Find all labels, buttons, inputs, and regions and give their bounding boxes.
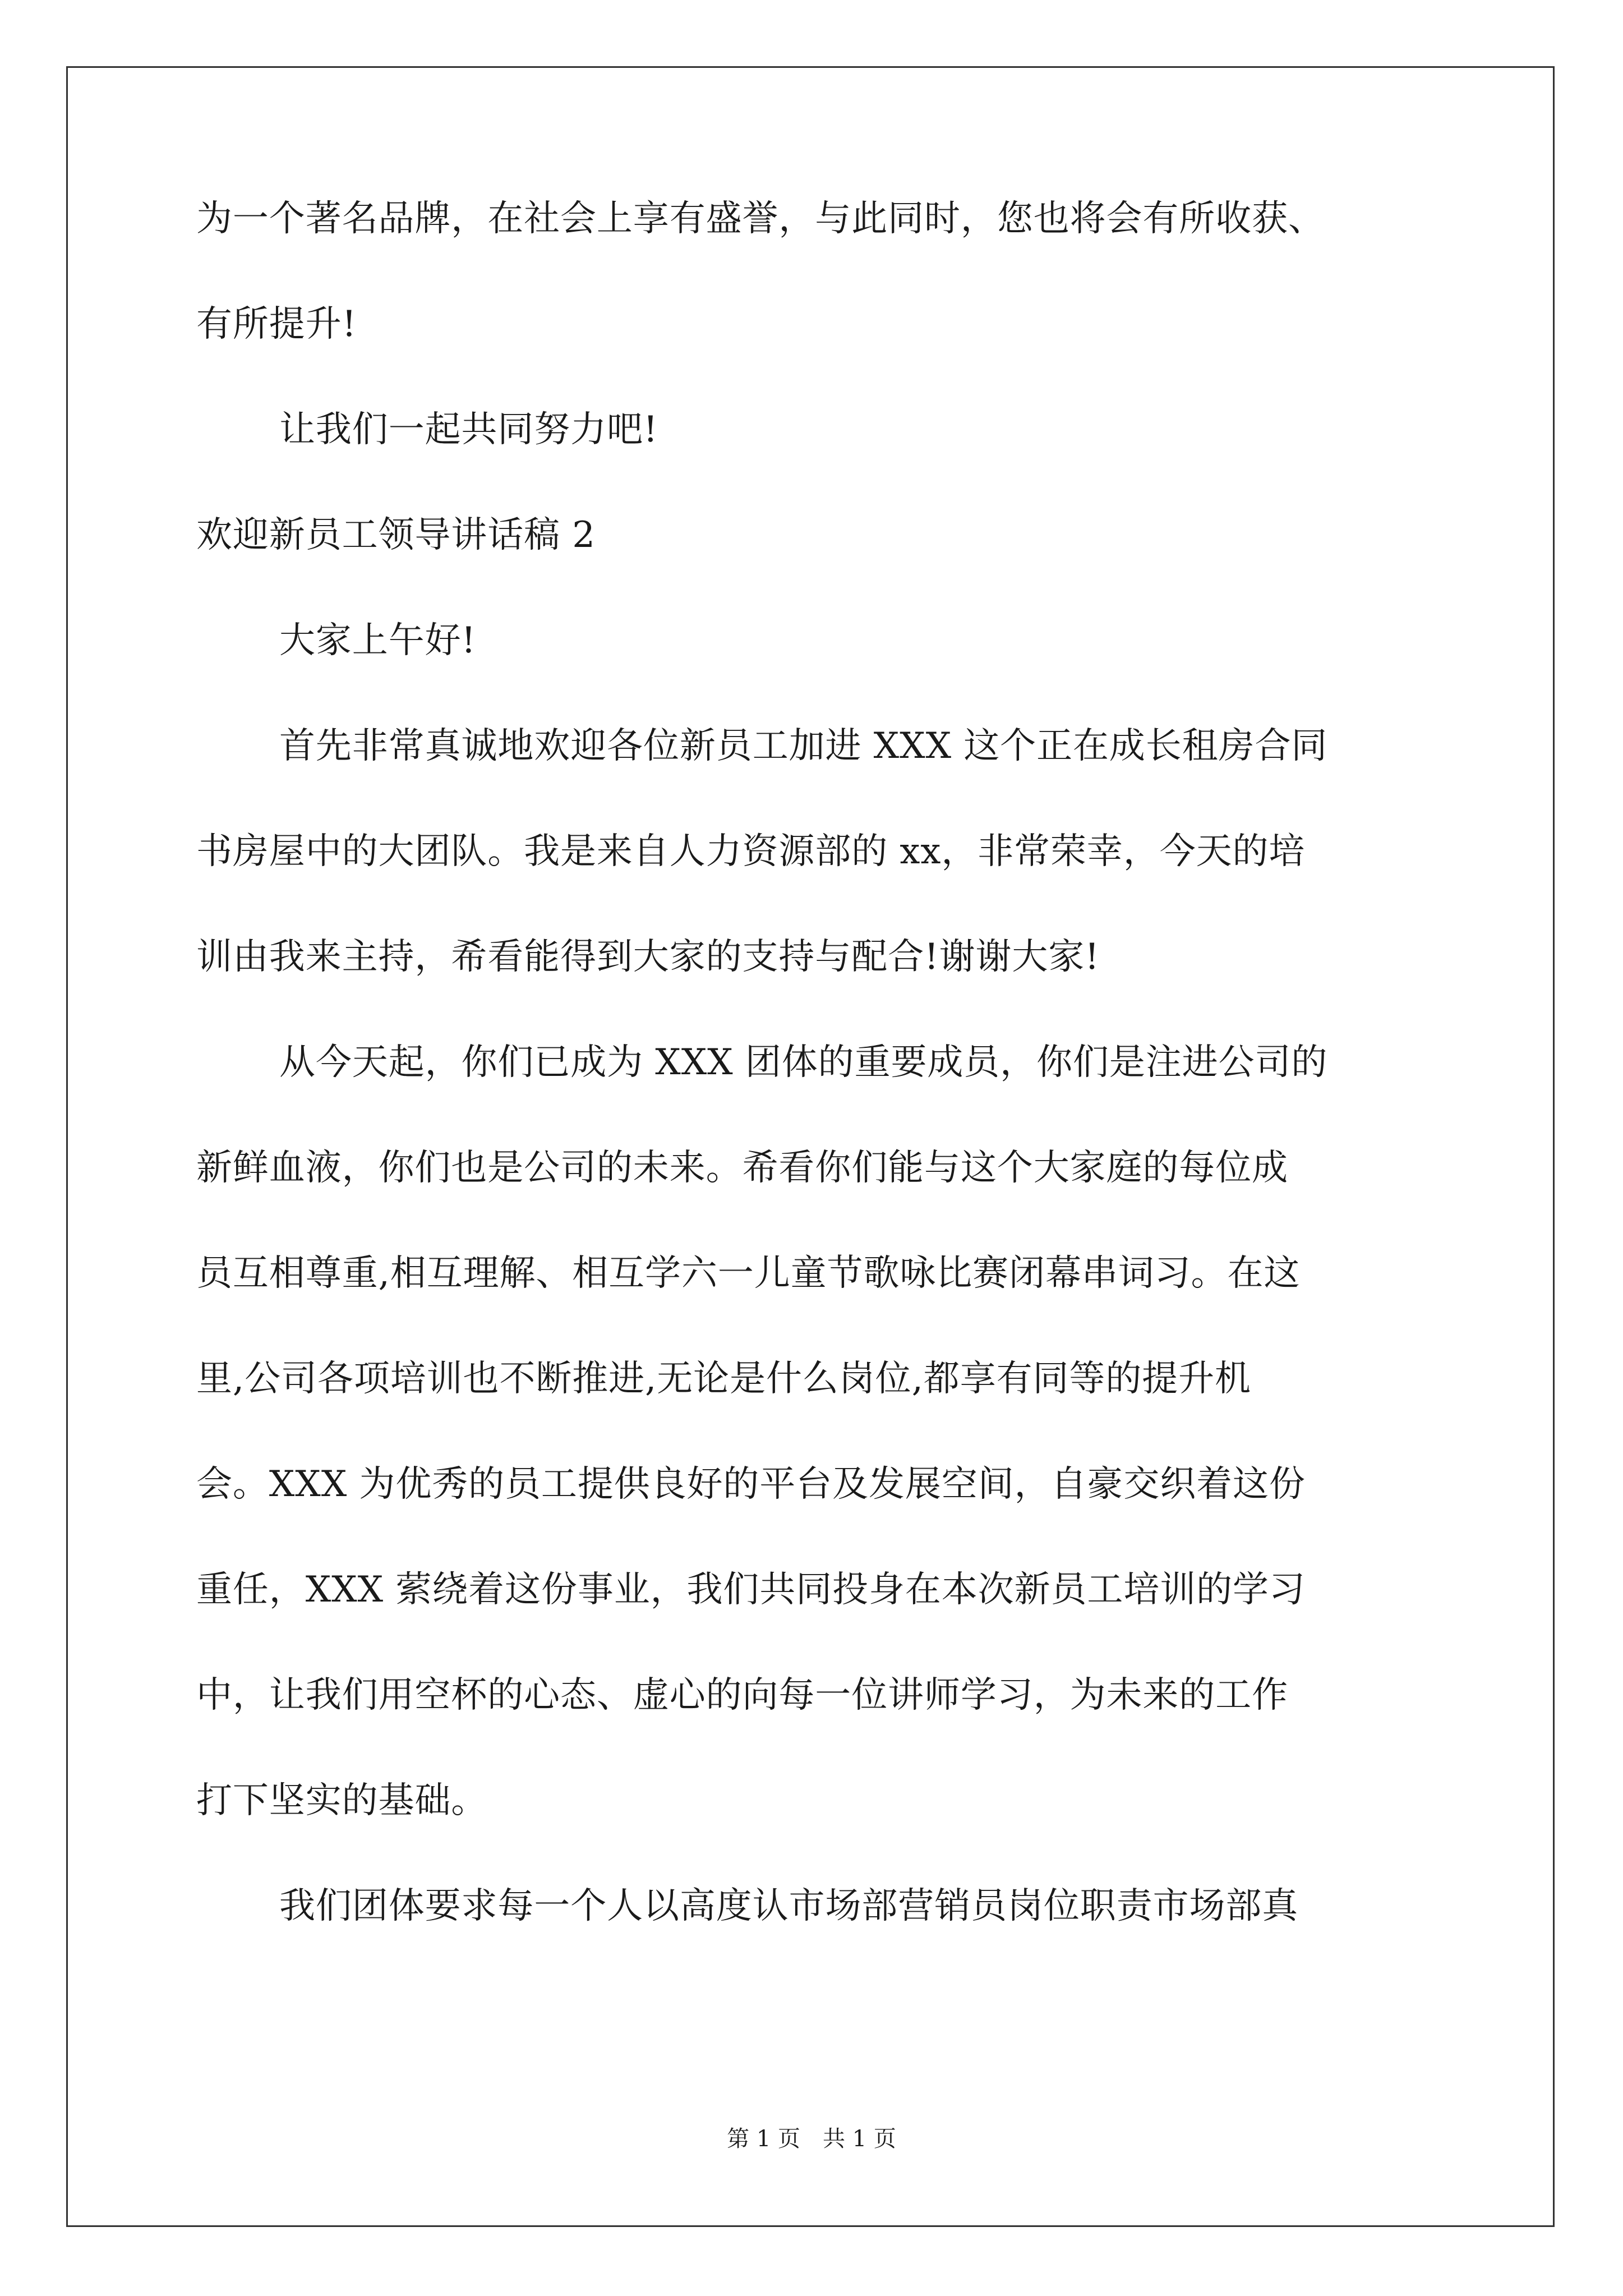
body-line-6: 首先非常真诚地欢迎各位新员工加进 XXX 这个正在成长租房合同	[279, 725, 1328, 767]
page-number-current: 第 1 页	[727, 2126, 800, 2152]
body-line-15: 中，让我们用空杯的心态、虚心的向每一位讲师学习，为未来的工作	[196, 1674, 1288, 1716]
body-line-14: 重任，XXX 萦绕着这份事业，我们共同投身在本次新员工培训的学习	[196, 1569, 1306, 1611]
body-line-2: 有所提升!	[196, 303, 357, 345]
body-line-12: 里,公司各项培训也不断推进,无论是什么岗位,都享有同等的提升机	[196, 1358, 1251, 1400]
document-body	[196, 191, 1453, 1984]
body-line-1: 为一个著名品牌，在社会上享有盛誉，与此同时，您也将会有所收获、	[196, 198, 1325, 240]
body-line-8: 训由我来主持，希看能得到大家的支持与配合!谢谢大家!	[196, 936, 1100, 978]
greeting-line: 大家上午好!	[279, 620, 477, 661]
body-line-3: 让我们一起共同努力吧!	[279, 409, 658, 450]
section-heading: 欢迎新员工领导讲话稿 2	[196, 514, 596, 556]
body-line-13: 会。XXX 为优秀的员工提供良好的平台及发展空间，自豪交织着这份	[196, 1464, 1306, 1505]
page-footer	[0, 2125, 1623, 2153]
page-number-total: 共 1 页	[823, 2126, 896, 2152]
body-line-17: 我们团体要求每一个人以高度认市场部营销员岗位职责市场部真	[279, 1885, 1299, 1927]
body-line-10: 新鲜血液，你们也是公司的未来。希看你们能与这个大家庭的每位成	[196, 1147, 1288, 1189]
body-line-11: 员互相尊重,相互理解、相互学六一儿童节歌咏比赛闭幕串词习。在这	[196, 1253, 1301, 1294]
body-line-16: 打下坚实的基础。	[196, 1780, 488, 1821]
body-line-7: 书房屋中的大团队。我是来自人力资源部的 xx，非常荣幸，今天的培	[196, 831, 1306, 872]
body-line-9: 从今天起，你们已成为 XXX 团体的重要成员，你们是注进公司的	[279, 1042, 1328, 1083]
